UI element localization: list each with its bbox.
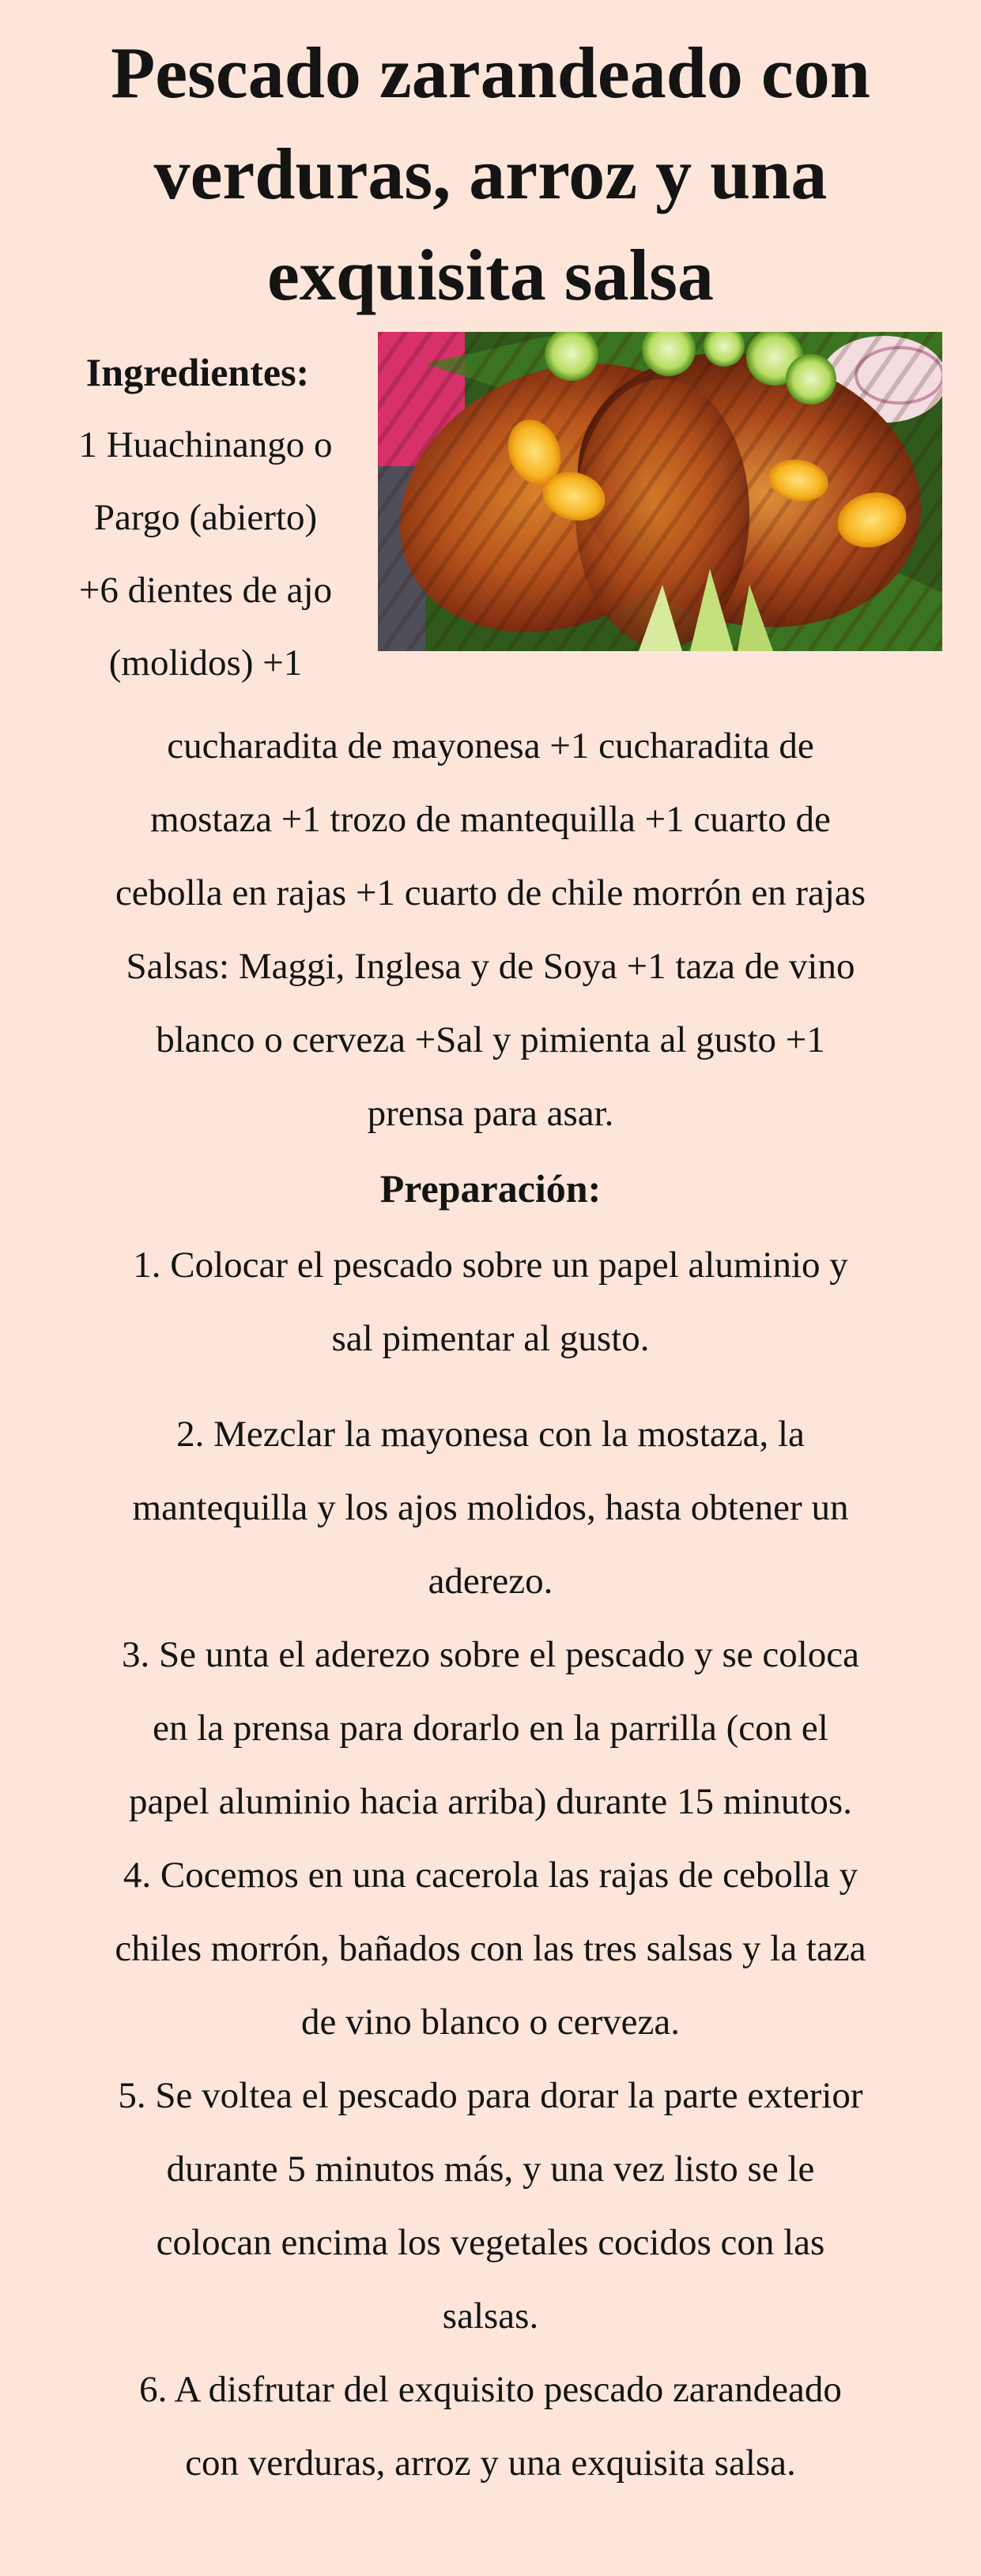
step-line: sal pimentar al gusto. [331,1318,650,1359]
step-line: aderezo. [428,1561,553,1602]
title-line-1: Pescado zarandeado con [111,32,870,113]
step-line: salsas. [442,2295,539,2337]
ingredients-side-line: 1 Huachinango o [78,424,333,465]
step-line: 2. Mezclar la mayonesa con la mostaza, la [176,1414,805,1455]
recipe-title [47,22,934,326]
ingredients-heading: Ingredientes: [85,350,310,394]
ingredients-side-line: (molidos) +1 [108,642,303,684]
step-line: de vino blanco o cerveza. [301,2002,680,2043]
ingredients-line: prensa para asar. [367,1093,614,1134]
step-line: chiles morrón, bañados con las tres salsas y la taza [115,1928,866,1969]
step-line: 1. Colocar el pescado sobre un papel aluminio y [133,1245,848,1286]
ingredients-line: Salsas: Maggi, Inglesa y de Soya +1 taza de vino [126,946,855,987]
preparation-heading: Preparación: [379,1166,602,1211]
ingredients-line: cebolla en rajas +1 cuarto de chile morrón en rajas [115,872,866,913]
ingredients-line: blanco o cerveza +Sal y pimienta al gusto +1 [156,1019,825,1060]
step-line: 6. A disfrutar del exquisito pescado zarandeado [139,2369,842,2410]
step-line: con verduras, arroz y una exquisita salsa. [185,2442,796,2484]
step-line: 5. Se voltea el pescado para dorar la parte exterior [118,2075,863,2116]
ingredients-side-line: +6 dientes de ajo [78,570,333,611]
grilled-fish-illustration [378,332,942,651]
title-line-3: exquisita salsa [267,235,714,315]
step-line: papel aluminio hacia arriba) durante 15 minutos. [129,1781,852,1822]
grilled-fish-photo [378,332,942,651]
step-line: 3. Se unta el aderezo sobre el pescado y se coloca [121,1634,860,1675]
step-line: colocan encima los vegetales cocidos con las [156,2222,825,2263]
ingredients-side-line: Pargo (abierto) [93,497,318,538]
ingredients-line: mostaza +1 trozo de mantequilla +1 cuarto de [150,799,831,840]
step-line: mantequilla y los ajos molidos, hasta obtener un [132,1487,849,1528]
step-line: 4. Cocemos en una cacerola las rajas de cebolla y [123,1855,858,1896]
step-line: durante 5 minutos más, y una vez listo se le [166,2149,815,2190]
ingredients-line: cucharadita de mayonesa +1 cucharadita de [167,725,814,766]
title-line-2: verduras, arroz y una [153,134,828,214]
step-line: en la prensa para dorarlo en la parrilla (con el [153,1708,828,1749]
